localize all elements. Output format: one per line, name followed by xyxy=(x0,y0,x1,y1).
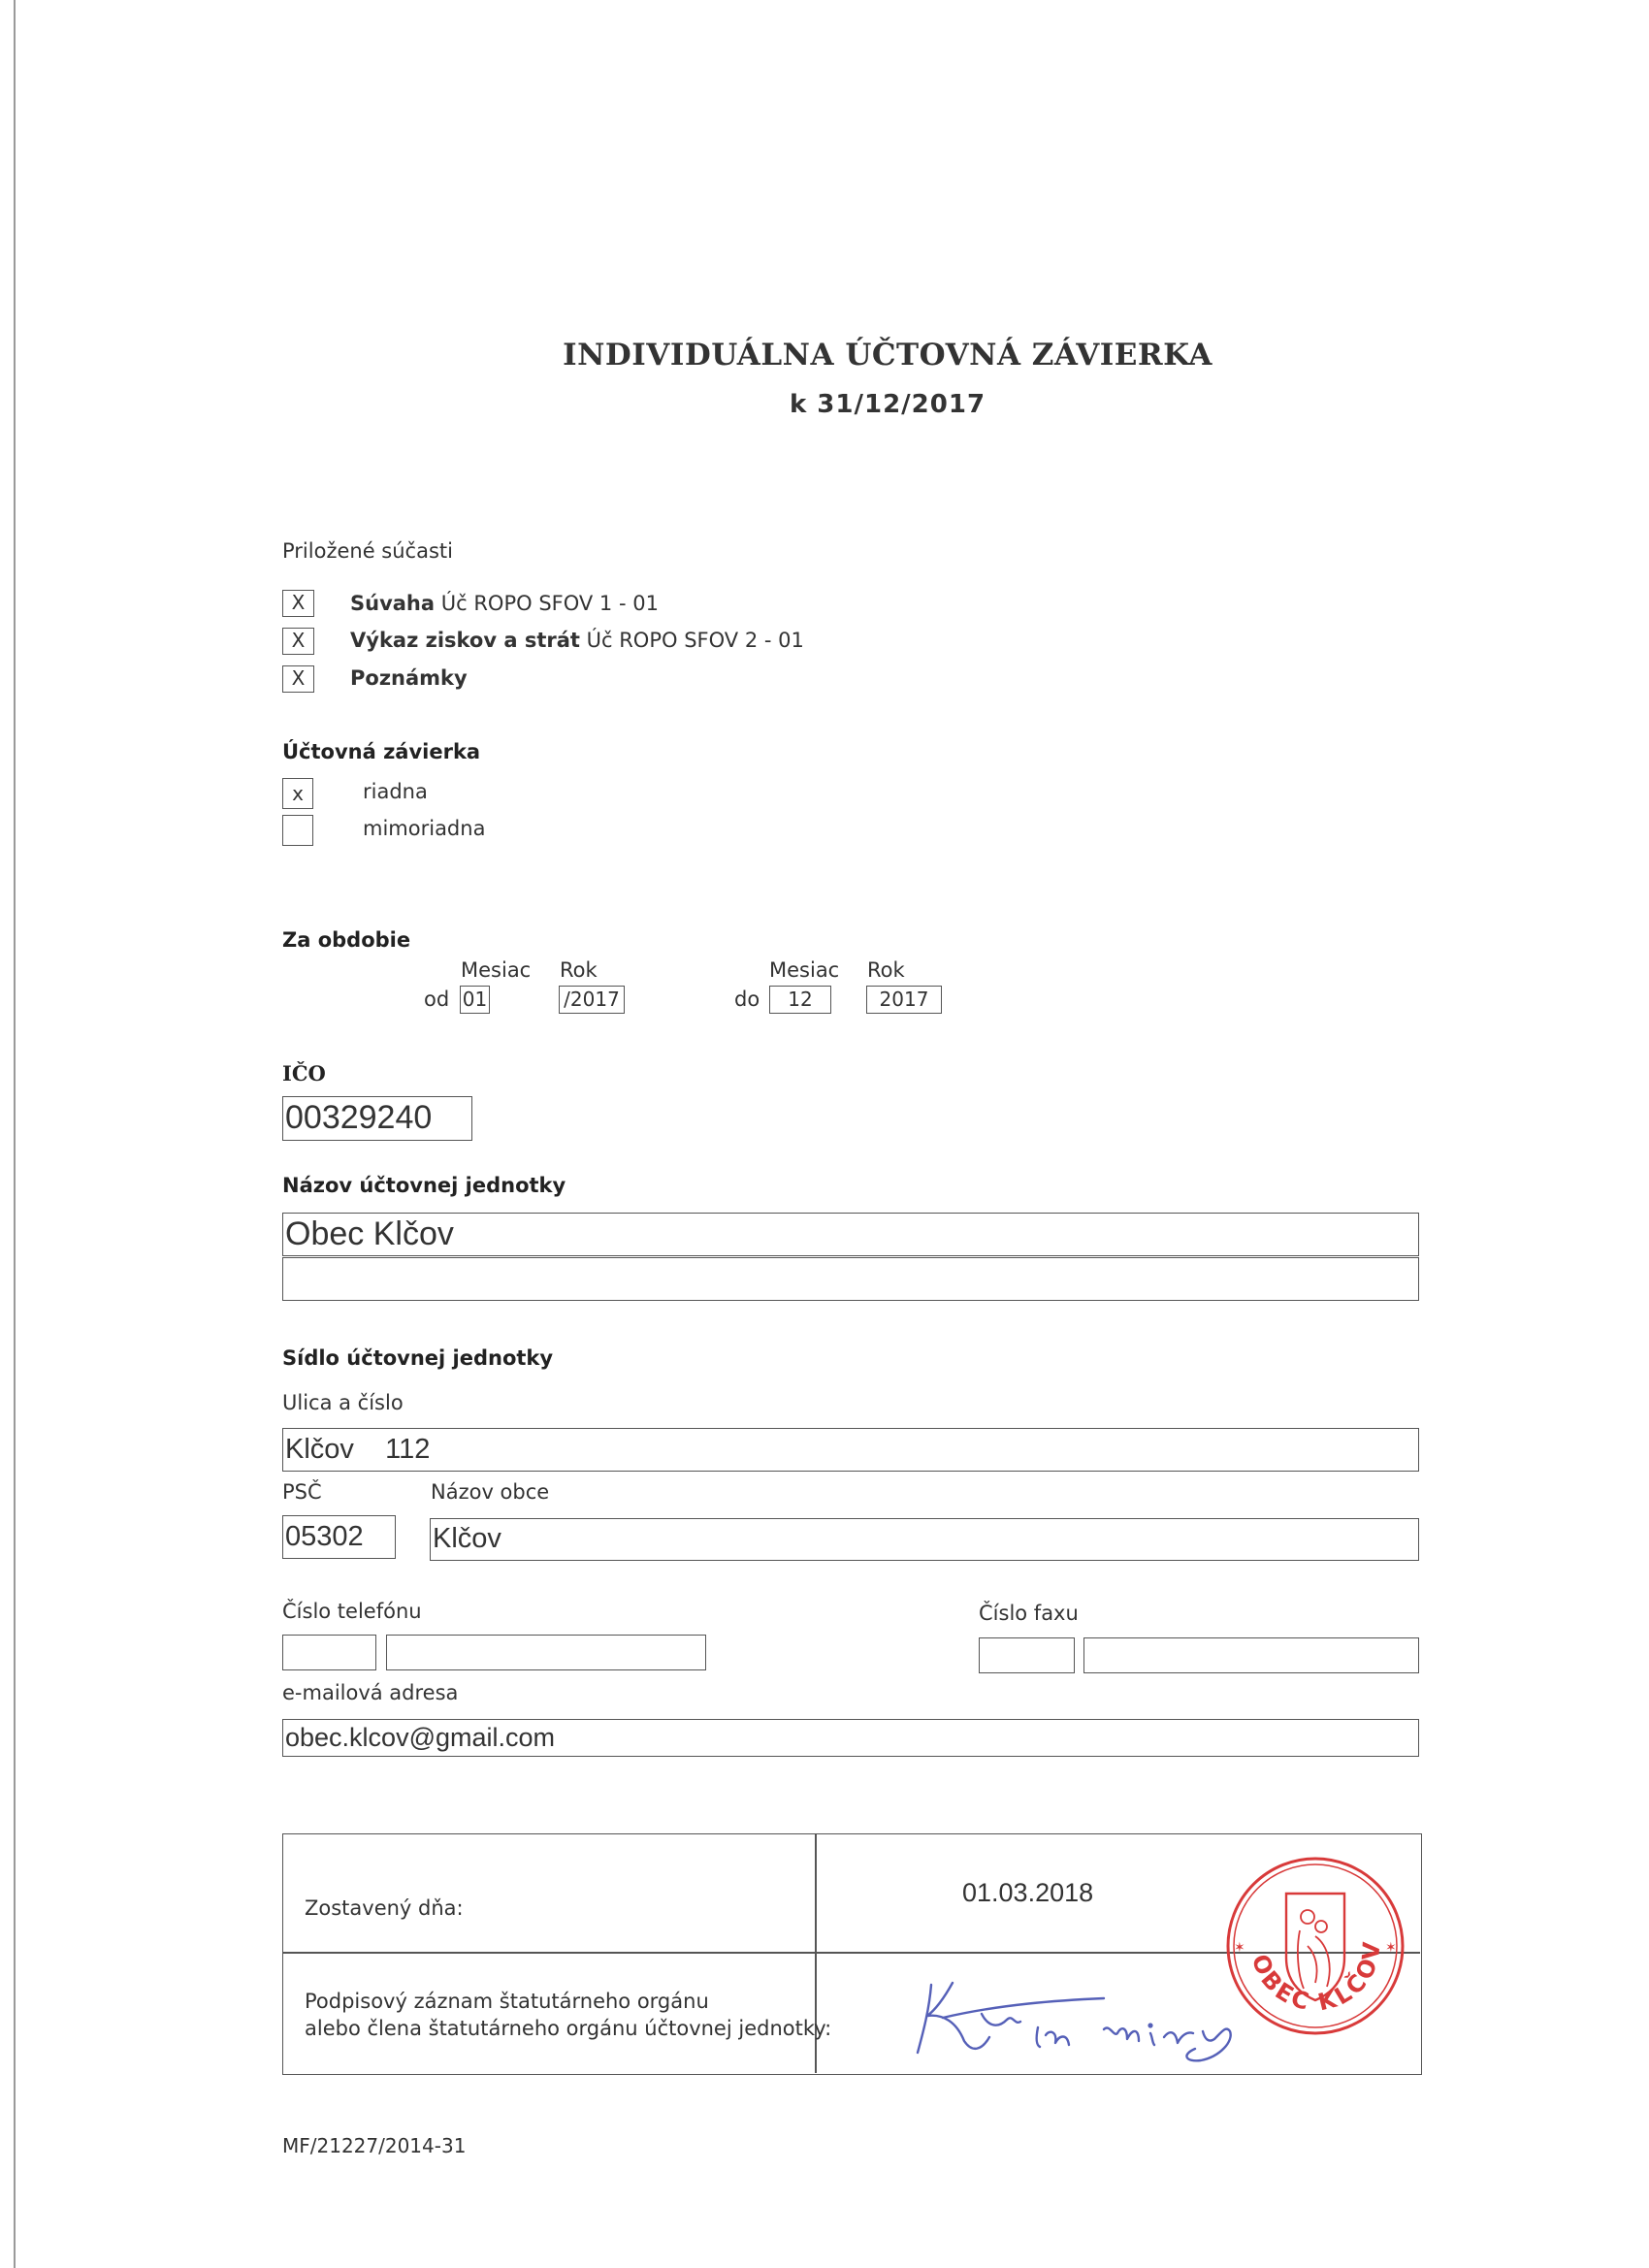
ico-label: IČO xyxy=(282,1061,326,1085)
compiled-label: Zostavený dňa: xyxy=(305,1896,464,1920)
attached-label: Priložené súčasti xyxy=(282,539,453,563)
document-title: INDIVIDUÁLNA ÚČTOVNÁ ZÁVIERKA xyxy=(563,338,1212,373)
to-label: do xyxy=(734,988,760,1011)
city-field[interactable]: Klčov xyxy=(430,1518,1419,1561)
phone-number-field[interactable] xyxy=(386,1635,706,1670)
closing-label: Účtovná závierka xyxy=(282,740,481,763)
fax-label: Číslo faxu xyxy=(979,1602,1079,1625)
fax-prefix-field[interactable] xyxy=(979,1637,1075,1673)
checkbox-mimoriadna[interactable] xyxy=(282,815,313,846)
option-riadna: riadna xyxy=(363,780,428,803)
item-suvaha-code: Úč ROPO SFOV 1 - 01 xyxy=(435,592,659,615)
city-label: Názov obce xyxy=(431,1480,550,1504)
svg-text:✶: ✶ xyxy=(1385,1940,1397,1956)
from-month-label: Mesiac xyxy=(461,958,532,982)
from-label: od xyxy=(424,988,450,1011)
entity-name-label: Názov účtovnej jednotky xyxy=(282,1174,566,1197)
official-stamp xyxy=(1222,1853,1408,2039)
fax-number-field[interactable] xyxy=(1083,1637,1419,1673)
address-label: Sídlo účtovnej jednotky xyxy=(282,1346,554,1370)
street-field[interactable]: Klčov 112 xyxy=(282,1428,1419,1472)
item-vykaz-title: Výkaz ziskov a strát xyxy=(350,629,580,652)
document-date: k 31/12/2017 xyxy=(789,390,986,419)
to-month-field[interactable]: 12 xyxy=(769,986,831,1014)
sign-label-line2: alebo člena štatutárneho orgánu účtovnej jednotky: xyxy=(305,2017,832,2040)
item-poznamky xyxy=(350,666,468,690)
item-suvaha xyxy=(350,592,659,615)
from-year-field[interactable]: /2017 xyxy=(559,986,625,1014)
entity-name-field-2[interactable] xyxy=(282,1257,1419,1301)
to-month-label: Mesiac xyxy=(769,958,840,982)
stamp-text: OBEC KLČOV xyxy=(1245,1938,1386,2017)
compiled-date: 01.03.2018 xyxy=(962,1878,1094,1907)
item-poznamky-title: Poznámky xyxy=(350,666,468,690)
entity-name-field-1[interactable]: Obec Klčov xyxy=(282,1213,1419,1256)
item-vykaz xyxy=(350,629,804,652)
from-year-label: Rok xyxy=(560,958,598,982)
checkbox-riadna[interactable]: x xyxy=(282,778,313,809)
period-label: Za obdobie xyxy=(282,928,411,952)
checkbox-vykaz[interactable]: X xyxy=(282,628,314,655)
option-mimoriadna: mimoriadna xyxy=(363,817,486,840)
phone-prefix-field[interactable] xyxy=(282,1635,376,1670)
item-vykaz-code: Úč ROPO SFOV 2 - 01 xyxy=(579,629,804,652)
psc-label: PSČ xyxy=(282,1480,322,1504)
checkbox-suvaha[interactable]: X xyxy=(282,590,314,617)
item-suvaha-title: Súvaha xyxy=(350,592,436,615)
street-label: Ulica a číslo xyxy=(282,1391,404,1414)
email-field[interactable]: obec.klcov@gmail.com xyxy=(282,1719,1419,1757)
ico-field[interactable]: 00329240 xyxy=(282,1096,472,1141)
to-year-label: Rok xyxy=(867,958,905,982)
checkbox-poznamky[interactable]: X xyxy=(282,665,314,693)
form-code: MF/21227/2014-31 xyxy=(282,2134,467,2157)
sign-label-line1: Podpisový záznam štatutárneho orgánu xyxy=(305,1990,709,2013)
to-year-field[interactable]: 2017 xyxy=(866,986,942,1014)
svg-text:✶: ✶ xyxy=(1234,1940,1245,1956)
phone-label: Číslo telefónu xyxy=(282,1600,422,1623)
email-label: e-mailová adresa xyxy=(282,1681,459,1704)
from-month-field[interactable]: 01 xyxy=(460,986,490,1014)
psc-field[interactable]: 05302 xyxy=(282,1515,396,1559)
